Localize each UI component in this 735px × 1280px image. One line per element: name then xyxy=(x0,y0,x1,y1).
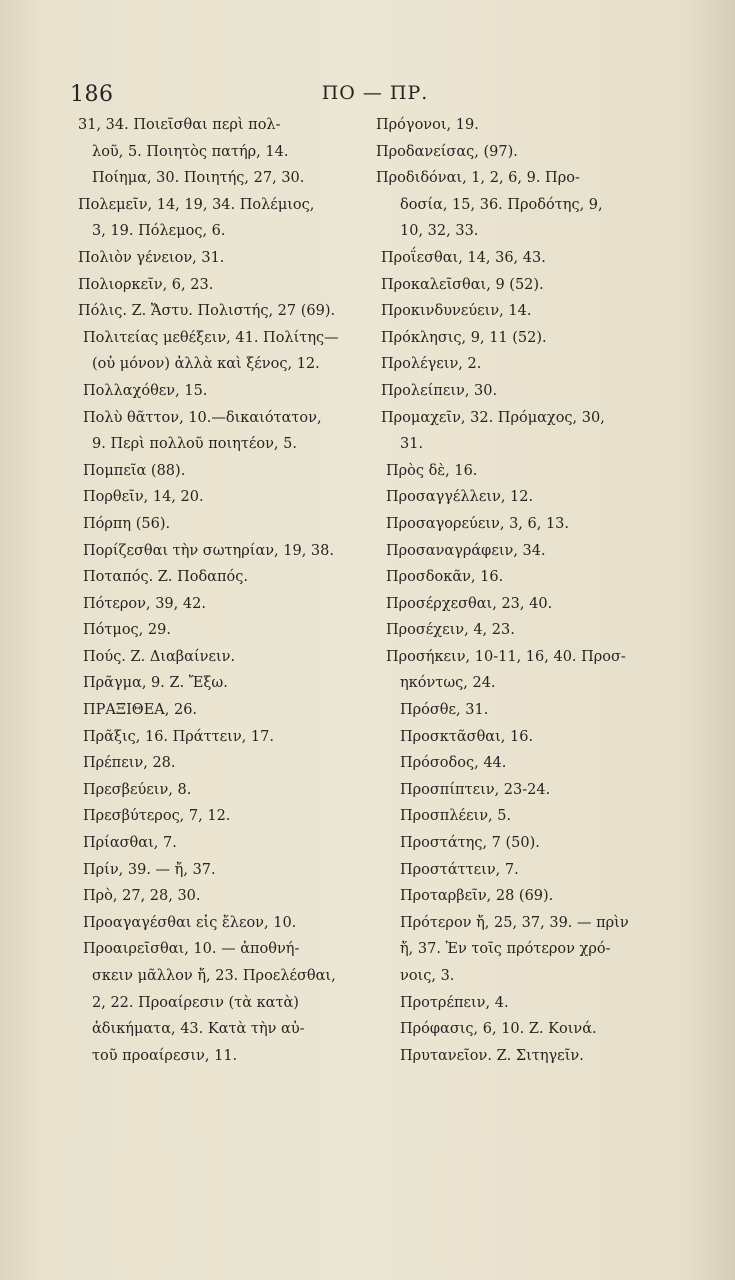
index-line: Πότμος, 29. xyxy=(83,622,171,639)
index-line: τοῦ προαίρεσιν, 11. xyxy=(92,1047,238,1064)
index-line: Προσέχειν, 4, 23. xyxy=(386,622,515,639)
page-header xyxy=(0,82,735,116)
index-line: Προσκτᾶσθαι, 16. xyxy=(400,728,534,745)
index-line: Πόλις. Ζ. Ἄστυ. Πολιστής, 27 (69). xyxy=(78,303,336,320)
index-line: σκειν μᾶλλον ἤ, 23. Προελέσθαι, xyxy=(92,968,336,984)
index-line: Προταρβεῖν, 28 (69). xyxy=(400,888,554,905)
index-line: 31. xyxy=(400,436,424,453)
index-column-left xyxy=(78,112,370,1069)
index-line: Προσαναγράφειν, 34. xyxy=(386,542,546,559)
index-line: Πολιτείας μεθέξειν, 41. Πολίτης— xyxy=(83,329,339,346)
index-line: Προδιδόναι, 1, 2, 6, 9. Προ- xyxy=(376,170,580,187)
index-line: Πολὺ θᾶττον, 10.—δικαιότατον, xyxy=(83,409,322,426)
index-line: Πρόσθε, 31. xyxy=(400,702,489,719)
index-line: Προλείπειν, 30. xyxy=(381,382,498,399)
index-line: Πολιορκεῖν, 6, 23. xyxy=(78,276,214,293)
index-line: Πρέπειν, 28. xyxy=(83,755,176,772)
index-line: 9. Περὶ πολλοῦ ποιητέον, 5. xyxy=(92,436,297,453)
index-column-right xyxy=(376,112,694,1069)
index-line: Προΐεσθαι, 14, 36, 43. xyxy=(381,249,546,266)
index-line: νοις, 3. xyxy=(400,968,455,984)
index-line: Προστάττειν, 7. xyxy=(400,861,519,878)
index-line: Προαιρεῖσθαι, 10. — ἀποθνή- xyxy=(83,941,300,958)
index-line: Προκαλεῖσθαι, 9 (52). xyxy=(381,276,544,293)
index-line: Πούς. Ζ. Διαβαίνειν. xyxy=(83,648,236,665)
index-line: λοῦ, 5. Ποιητὸς πατήρ, 14. xyxy=(92,143,289,160)
index-line: Πρίν, 39. — ἤ, 37. xyxy=(83,861,216,878)
index-line: Πότερον, 39, 42. xyxy=(83,595,206,612)
index-line: Προσαγγέλλειν, 12. xyxy=(386,489,534,506)
index-line: Προσπλέειν, 5. xyxy=(400,808,512,825)
index-line: Πομπεῖα (88). xyxy=(83,462,186,479)
index-line: Πρὸ, 27, 28, 30. xyxy=(83,888,201,905)
index-line: Πρόγονοι, 19. xyxy=(376,117,479,133)
index-line: Προκινδυνεύειν, 14. xyxy=(381,303,532,320)
index-line: 2, 22. Προαίρεσιν (τὰ κατὰ) xyxy=(92,994,299,1011)
index-line: Πρόφασις, 6, 10. Ζ. Κοινά. xyxy=(400,1021,597,1038)
index-line: Προμαχεῖν, 32. Πρόμαχος, 30, xyxy=(381,409,605,426)
index-line: Προσπίπτειν, 23-24. xyxy=(400,781,551,798)
index-line: Ποίημα, 30. Ποιητής, 27, 30. xyxy=(92,170,305,187)
index-line: Προδανείσας, (97). xyxy=(376,143,518,160)
index-line: Πορθεῖν, 14, 20. xyxy=(83,489,204,506)
index-line: Προλέγειν, 2. xyxy=(381,356,482,373)
index-line: Προαγαγέσθαι εἰς ἔλεον, 10. xyxy=(83,914,297,931)
index-line: 31, 34. Ποιεῖσθαι περὶ πολ- xyxy=(78,117,281,133)
index-line: Πολεμεῖν, 14, 19, 34. Πολέμιος, xyxy=(78,196,315,213)
index-line: Πρότερον ἤ, 25, 37, 39. — πρὶν xyxy=(400,914,629,931)
running-head: ΠΟ — ΠΡ. xyxy=(321,82,429,104)
index-line: Προσήκειν, 10-11, 16, 40. Προσ- xyxy=(386,648,626,665)
index-line: Πρᾶξις, 16. Πράττειν, 17. xyxy=(83,728,274,745)
index-line: Πολιὸν γένειον, 31. xyxy=(78,249,225,266)
index-line: Πρίασθαι, 7. xyxy=(83,835,177,852)
index-line: Προστάτης, 7 (50). xyxy=(400,835,540,852)
index-line: Πόρπη (56). xyxy=(83,515,171,532)
index-line: ηκόντως, 24. xyxy=(400,675,496,692)
index-line: Προτρέπειν, 4. xyxy=(400,994,509,1011)
index-line: Πολλαχόθεν, 15. xyxy=(83,382,208,399)
index-line: 3, 19. Πόλεμος, 6. xyxy=(92,223,226,240)
index-line: Πρεσβύτερος, 7, 12. xyxy=(83,808,231,825)
index-line: ΠΡΑΞΙΘΕΑ, 26. xyxy=(83,702,198,719)
index-line: Προσδοκᾶν, 16. xyxy=(386,569,504,586)
index-line: Πρᾶγμα, 9. Ζ. Ἔξω. xyxy=(83,675,228,692)
index-line: δοσία, 15, 36. Προδότης, 9, xyxy=(400,196,603,213)
index-line: 10, 32, 33. xyxy=(400,223,479,240)
index-line: Πρὸς δὲ, 16. xyxy=(386,462,478,479)
index-line: Πορίζεσθαι τὴν σωτηρίαν, 19, 38. xyxy=(83,542,334,559)
index-line: Προσέρχεσθαι, 23, 40. xyxy=(386,595,553,612)
index-line: Προσαγορεύειν, 3, 6, 13. xyxy=(386,515,570,532)
index-line: Πρόκλησις, 9, 11 (52). xyxy=(381,329,547,346)
index-line: (οὐ μόνον) ἀλλὰ καὶ ξένος, 12. xyxy=(92,356,320,373)
index-line: Ποταπός. Ζ. Ποδαπός. xyxy=(83,569,248,586)
index-line: ἤ, 37. Ἐν τοῖς πρότερον χρό- xyxy=(400,941,611,958)
index-line: Πρεσβεύειν, 8. xyxy=(83,781,192,798)
index-line: ἀδικήματα, 43. Κατὰ τὴν αὐ- xyxy=(92,1021,305,1038)
index-line: Πρόσοδος, 44. xyxy=(400,755,507,772)
page-number: 186 xyxy=(70,82,114,107)
index-line: Πρυτανεῖον. Ζ. Σιτηγεῖν. xyxy=(400,1047,584,1064)
